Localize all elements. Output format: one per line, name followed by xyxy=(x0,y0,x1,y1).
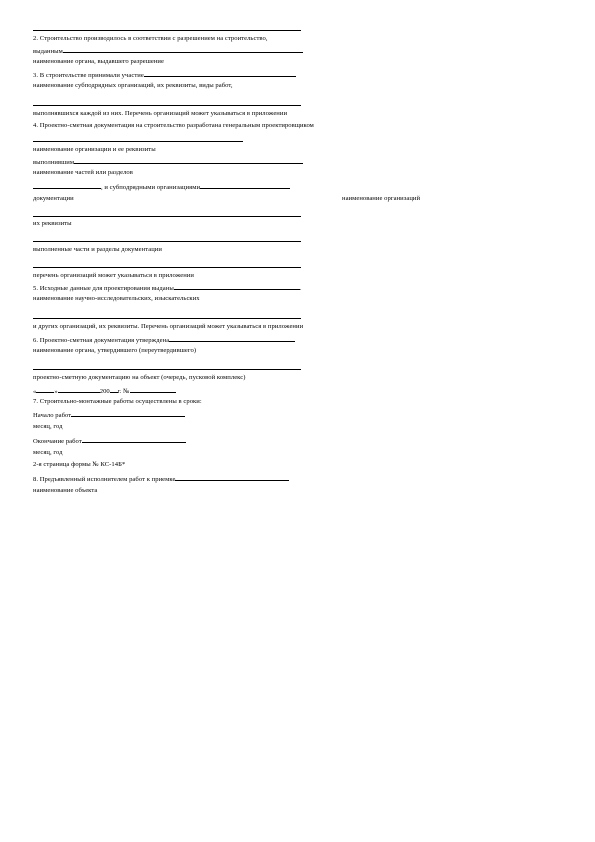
text-line xyxy=(33,46,303,56)
blank-line xyxy=(33,216,301,217)
text-line: 2. Строительство производилось в соответствии с разрешением на строительство, xyxy=(33,35,268,42)
label: 5. Исходные данные для проектирования выданы xyxy=(33,285,174,292)
label: Окончание работ xyxy=(33,438,82,445)
caption-line: месяц, год xyxy=(33,449,63,456)
caption-line: наименование органа, утвердившего (переутвердившего) xyxy=(33,347,197,354)
caption-line: наименование органа, выдавшего разрешение xyxy=(33,58,164,65)
caption-line: месяц, год xyxy=(33,423,63,430)
label: 3. В строительстве принимали участие xyxy=(33,72,144,79)
blank-line xyxy=(33,105,301,106)
caption-line: наименование организации и ее реквизиты xyxy=(33,146,156,153)
text-line: 4. Проектно-сметная документация на строительство разработана генеральным проектировщиком xyxy=(33,122,314,129)
label: 6. Проектно-сметная документация утверждена xyxy=(33,337,170,344)
caption-line: наименование организаций xyxy=(342,195,421,202)
year-field xyxy=(110,386,118,393)
text-line xyxy=(33,474,289,484)
text-line xyxy=(33,335,295,345)
caption-line: наименование объекта xyxy=(33,487,98,494)
caption-line: наименование научно-исследовательских, изыскательских xyxy=(33,295,200,302)
caption-line: перечень организаций может указываться в приложении xyxy=(33,272,194,279)
punctuation: . xyxy=(299,285,302,292)
blank-field xyxy=(200,182,290,189)
blank-line xyxy=(33,369,301,370)
blank-line xyxy=(33,141,243,142)
quote-close: » xyxy=(54,388,58,395)
year-prefix: 200 xyxy=(99,388,110,395)
caption-line: наименование частей или разделов xyxy=(33,169,133,176)
caption-line: выполненные части и разделы документации xyxy=(33,246,162,253)
blank-field xyxy=(174,283,300,290)
caption-line: их реквизиты xyxy=(33,220,72,227)
caption-line: и других организаций, их реквизиты. Перечень организаций может указываться в приложении xyxy=(33,323,304,330)
text-line xyxy=(33,157,303,167)
blank-field xyxy=(33,182,101,189)
caption-line: проектно-сметную документацию на объект (очередь, пусковой комплекс) xyxy=(33,374,246,381)
date-number-line xyxy=(33,386,176,396)
day-field xyxy=(36,386,54,393)
blank-field xyxy=(74,157,303,164)
blank-field xyxy=(82,436,186,443)
label: , и субподрядными организациями xyxy=(101,184,201,191)
blank-field xyxy=(175,474,289,481)
text-line xyxy=(33,436,186,446)
label: Начало работ xyxy=(33,412,72,419)
blank-field xyxy=(144,70,296,77)
number-field xyxy=(130,386,176,393)
text-line xyxy=(33,410,185,420)
blank-field xyxy=(169,335,295,342)
year-suffix: г. № xyxy=(117,388,130,395)
page-note: 2-я страница формы № КС-14Б* xyxy=(33,461,126,468)
text-line xyxy=(33,283,302,293)
quote-open: « xyxy=(33,388,37,395)
caption-line: документации xyxy=(33,195,74,202)
text-line: 7. Строительно-монтажные работы осуществлены в сроки: xyxy=(33,398,202,405)
label: 8. Предъявленный исполнителем работ к приемке xyxy=(33,476,176,483)
blank-field xyxy=(71,410,185,417)
label: выданным xyxy=(33,48,63,55)
text-line xyxy=(33,182,290,192)
caption-line: выполнявшихся каждой из них. Перечень организаций может указываться в приложении xyxy=(33,110,288,117)
blank-line xyxy=(33,30,301,31)
blank-field xyxy=(63,46,303,53)
label: выполнившим xyxy=(33,159,75,166)
blank-line xyxy=(33,318,301,319)
text-line xyxy=(33,70,296,80)
blank-line xyxy=(33,267,301,268)
blank-line xyxy=(33,241,301,242)
month-field xyxy=(58,386,100,393)
caption-line: наименование субподрядных организаций, их реквизиты, виды работ, xyxy=(33,82,233,89)
